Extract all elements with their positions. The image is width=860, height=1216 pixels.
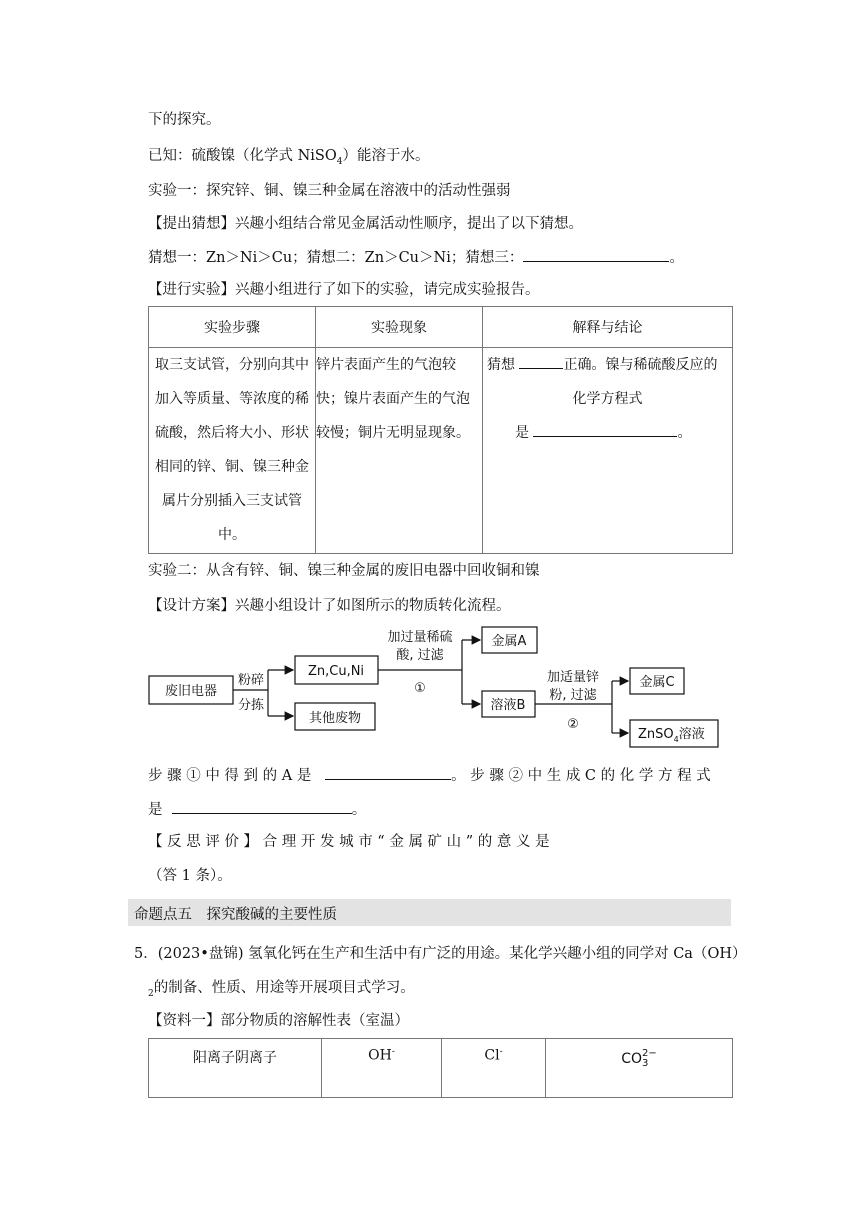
cell-line: 相同的锌、铜、镍三种金 bbox=[155, 459, 309, 475]
superscript: - bbox=[499, 1047, 503, 1057]
subscript: 4 bbox=[673, 735, 679, 744]
section-title: 命题点五 探究酸碱的主要性质 bbox=[134, 907, 337, 923]
text-fragment: 。 步 骤 ② 中 生 成 C 的 化 学 方 程 式 bbox=[451, 768, 711, 784]
text-fragment: 猜想一：Zn＞Ni＞Cu；猜想二：Zn＞Cu＞Ni；猜想三： bbox=[148, 250, 524, 266]
label-other-waste: 其他废物 bbox=[308, 711, 362, 726]
subscript: 2 bbox=[148, 988, 154, 999]
text-line: 实验一：探究锌、铜、镍三种金属在溶液中的活动性强弱 bbox=[148, 183, 511, 199]
text-fragment: Cl bbox=[484, 1047, 500, 1064]
table-header: 实验步骤 bbox=[149, 307, 316, 348]
text-fragment: 的制备、性质、用途等开展项目式学习。 bbox=[153, 980, 415, 996]
text-line: 【设计方案】兴趣小组设计了如图所示的物质转化流程。 bbox=[148, 598, 511, 614]
text-line: （答 1 条）。 bbox=[148, 868, 232, 884]
table-corner-cell: 阳离子阴离子 bbox=[149, 1039, 322, 1098]
cell-line: 快；镍片表面产生的气泡 bbox=[316, 391, 470, 407]
cell-line: 较慢；铜片无明显现象。 bbox=[316, 425, 470, 441]
cell-line: 硫酸，然后将大小、形状 bbox=[155, 425, 309, 441]
text-fragment: 。 bbox=[669, 250, 684, 266]
label-metal-c: 金属C bbox=[639, 675, 675, 690]
cell-line: 取三支试管，分别向其中 bbox=[155, 357, 309, 373]
text-line: 【 反 思 评 价 】 合 理 开 发 城 市 “ 金 属 矿 山 ” 的 意 义 是 bbox=[148, 834, 550, 850]
text-fragment: 步 骤 ① 中 得 到 的 A 是 bbox=[148, 768, 312, 784]
text-fragment: 。 bbox=[677, 425, 692, 441]
cell-line: 化学方程式 bbox=[572, 391, 643, 407]
table-header-oh bbox=[322, 1039, 442, 1098]
label-step-2: ② bbox=[567, 717, 579, 732]
text-line bbox=[148, 765, 711, 786]
label-solution-b: 溶液B bbox=[490, 698, 526, 713]
section-heading bbox=[128, 899, 731, 926]
cell-line: 中。 bbox=[218, 527, 246, 543]
cell-line: 加入等质量、等浓度的稀 bbox=[155, 391, 309, 407]
text-fragment: OH bbox=[368, 1047, 392, 1064]
label-metals: Zn,Cu,Ni bbox=[307, 664, 365, 679]
text-line: 【进行实验】兴趣小组进行了如下的实验，请完成实验报告。 bbox=[148, 282, 540, 298]
text-fragment: ）能溶于水。 bbox=[342, 148, 430, 164]
label-crush: 粉碎 bbox=[237, 673, 265, 688]
label-sort: 分拣 bbox=[237, 698, 265, 713]
label-step-1: ① bbox=[414, 681, 426, 696]
text-fragment: CO bbox=[621, 1051, 643, 1067]
text-fragment: 。 bbox=[351, 802, 367, 818]
text-line: 5．(2023•盘锦) 氢氧化钙在生产和生活中有广泛的用途。某化学兴趣小组的同学对 Ca（OH） bbox=[134, 946, 747, 962]
answer-blank[interactable] bbox=[325, 765, 451, 780]
text-fragment: 是 bbox=[515, 425, 534, 441]
table-header: 解释与结论 bbox=[483, 307, 733, 348]
text-fragment: 正确。镍与稀硫酸反应的 bbox=[563, 357, 718, 373]
text-line: 【资料一】部分物质的溶解性表（室温） bbox=[148, 1013, 409, 1029]
label-filter-2: 粉, 过滤 bbox=[549, 688, 597, 703]
solubility-table bbox=[148, 1038, 733, 1098]
superscript: - bbox=[391, 1047, 395, 1057]
label-add-acid: 加过量稀硫 bbox=[387, 630, 453, 645]
label-znso4 bbox=[638, 726, 705, 744]
label-filter-1: 酸, 过滤 bbox=[396, 648, 444, 663]
text-fragment: 是 bbox=[148, 802, 163, 818]
text-fragment: 猜想 bbox=[487, 357, 520, 373]
subscript: 4 bbox=[336, 156, 343, 167]
answer-blank[interactable] bbox=[172, 799, 352, 814]
table-header-co3 bbox=[546, 1039, 733, 1098]
text-fragment: 溶液 bbox=[678, 727, 705, 742]
cell-line: 属片分别插入三支试管 bbox=[162, 493, 302, 509]
table-header-cl bbox=[442, 1039, 546, 1098]
text-line bbox=[148, 978, 415, 1004]
subscript: 3 bbox=[642, 1058, 649, 1069]
text-fragment: 已知：硫酸镍（化学式 NiSO bbox=[148, 148, 337, 164]
label-metal-a: 金属A bbox=[491, 634, 527, 649]
label-waste-appliance: 废旧电器 bbox=[164, 684, 218, 699]
text-line: 实验二：从含有锌、铜、镍三种金属的废旧电器中回收铜和镍 bbox=[148, 563, 540, 579]
text-line bbox=[148, 799, 366, 820]
text-line: 【提出猜想】兴趣小组结合常见金属活动性顺序，提出了以下猜想。 bbox=[148, 216, 583, 232]
text-fragment: ZnSO bbox=[638, 727, 674, 742]
table-header: 实验现象 bbox=[316, 307, 483, 348]
text-line: 下的探究。 bbox=[148, 112, 221, 128]
label-add-zinc: 加适量锌 bbox=[546, 670, 600, 685]
cell-line: 锌片表面产生的气泡较 bbox=[316, 357, 456, 373]
superscript: 2− bbox=[642, 1048, 657, 1059]
